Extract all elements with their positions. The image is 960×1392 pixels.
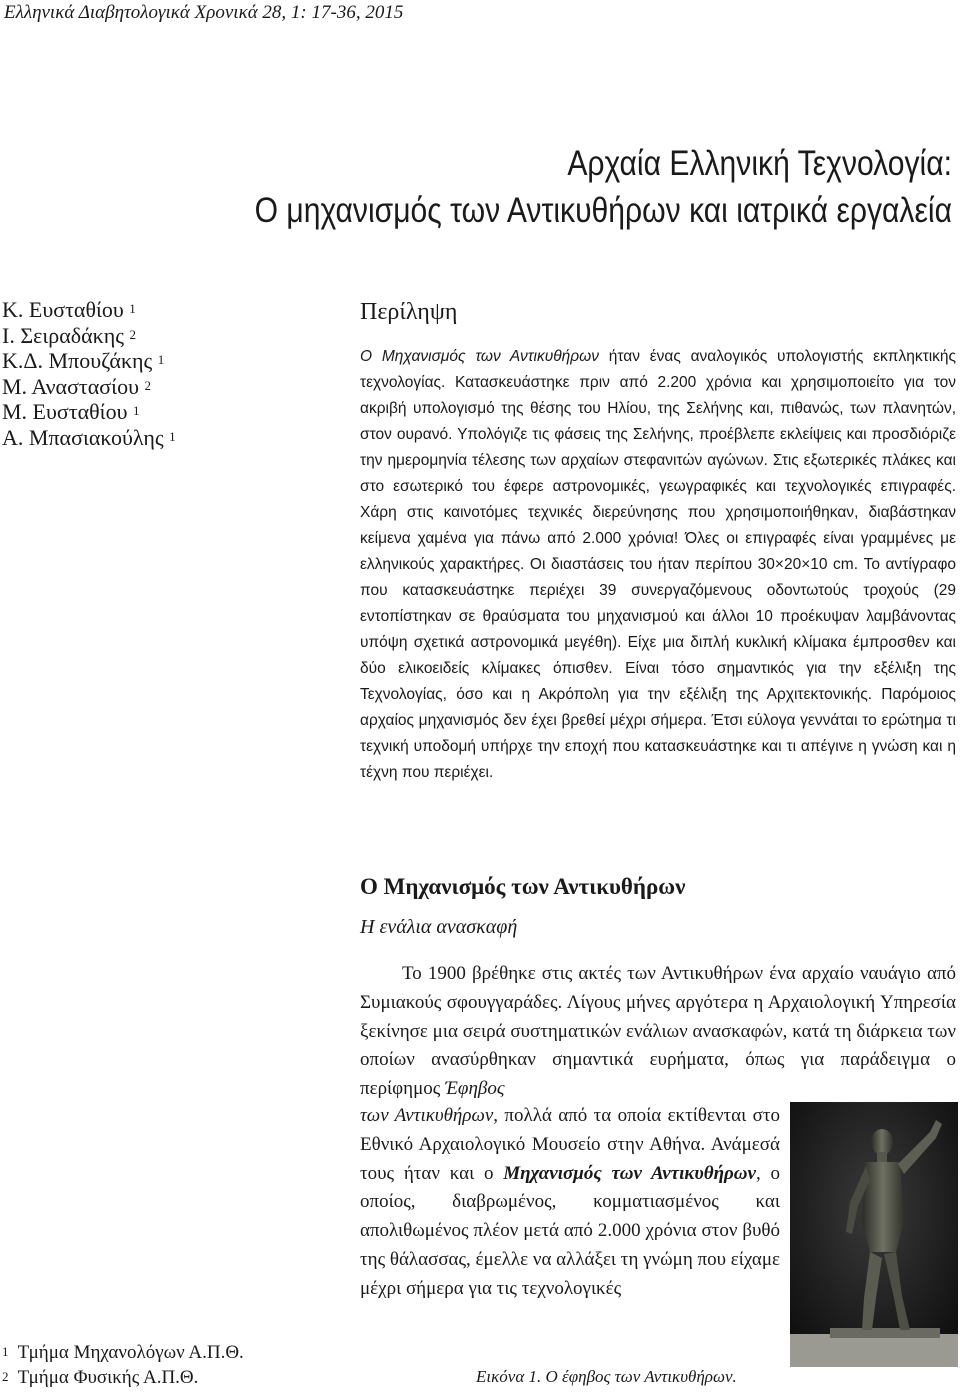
article-title-line-2: Ο μηχανισμός των Αντικυθήρων και ιατρικά εργαλεία: [254, 191, 953, 230]
article-title: [178, 140, 952, 234]
journal-reference: Ελληνικά Διαβητολογικά Χρονικά 28, 1: 17-36, 2015: [4, 2, 404, 23]
affiliation: $^1$ Τμήμα Μηχανολόγων Α.Π.Θ.: [2, 1342, 244, 1363]
author: Ι. Σειραδάκης $^2$: [2, 322, 136, 348]
ephebos-statue-image: [790, 1102, 958, 1367]
article-title-line-1: Αρχαία Ελληνική Τεχνολογία:: [567, 144, 952, 183]
author: Μ. Ευσταθίου $^1$: [2, 399, 140, 424]
abstract-heading: Περίληψη: [360, 299, 458, 325]
statue-figure: [790, 1102, 958, 1367]
figure-caption: Εικόνα 1. Ο έφηβος των Αντικυθήρων.: [476, 1367, 737, 1386]
affiliations: [2, 1340, 244, 1390]
author: Α. Μπασιακούλης $^1$: [2, 424, 176, 450]
abstract-text: Ο Μηχανισμός των Αντικυθήρων ήταν ένας αναλογικός υπολογιστής εκπληκτικής τεχνολογίας. Κατασκευάστηκε πριν από 2.200 χρόνια και χρησιμοποιείτο για τον ακριβή υπολογισμό της θέσης του Ηλίου, της Σελήνης και, πιθανώς, των πλανητών, στον ουρανό. Υπολόγιζε τις φάσεις της Σελήνης, προέβλεπε εκλείψεις και προσδιόριζε την ημερομηνία τέλεσης των αρχαίων στεφανιτών αγώνων. Στις εξωτερικές πλάκες και στο εσωτερικό του έφερε αστρονομικές, γεωγραφικές και τεχνολογικές επιγραφές. Χάρη στις καινοτόμες τεχνικές διερεύνησης που χρησιμοποιήθηκαν, διαβάστηκαν κείμενα χαμένα για πάνω από 2.000 χρόνια! Όλες οι επιγραφές είναι γραμμένες με ελληνικούς χαρακτήρες. Οι διαστάσεις του ήταν περίπου 30×20×10 cm. Το αντίγραφο που κατασκευάστηκε περιέχει 39 συνεργαζόμενους οδοντωτούς τροχούς (29 εντοπίστηκαν σε θραύσματα του μηχανισμού και άλλοι 10 προέκυψαν λαμβάνοντας υπόψη σχετικά αστρονομικά μεγέθη). Είχε μια διπλή κυκλική κλίμακα έμπροσθεν και δύο ελικοειδείς κλίμακες όπισθεν. Είναι τόσο σημαντικός για την εξέλιξη της Τεχνολογίας, όσο και η Ακρόπολη για την εξέλιξη της Αρχιτεκτονικής. Παρόμοιος αρχαίος μηχανισμός δεν έχει βρεθεί μέχρι σήμερα. Έτσι εύλογα γεννάται το ερώτημα τι τεχνική υποδομή υπήρχε την εποχή που κατασκευάστηκε και τι απέγινε η γνώση και η τέχνη που περιέχει.: [360, 348, 957, 781]
author: Μ. Αναστασίου $^2$: [2, 373, 151, 399]
subsection-heading: Η ενάλια ανασκαφή: [360, 916, 518, 938]
section-heading: Ο Μηχανισμός των Αντικυθήρων: [360, 874, 686, 899]
author: Κ.Δ. Μπουζάκης $^1$: [2, 348, 165, 373]
author: Κ. Ευσταθίου $^1$: [2, 297, 136, 322]
body-paragraph-continued: των Αντικυθήρων, πολλά από τα οποία εκτίθενται στο Εθνικό Αρχαιολογικό Μουσείο στην Αθήνα. Ανάμεσά τους ήταν και ο Μηχανισμός των Αντικυθήρων, ο οποίος, διαβρωμένος, κομματιασμένος και απολιθωμένος πλέον μετά από 2.000 χρόνια στον βυθό της θάλασσας, έμελλε να αλλάξει τη γνώμη που είχαμε μέχρι σήμερα για τις τεχνολογικές: [360, 1105, 780, 1299]
author-list: [2, 297, 176, 450]
affiliation: $^2$ Τμήμα Φυσικής Α.Π.Θ.: [2, 1367, 199, 1388]
body-paragraph: Το 1900 βρέθηκε στις ακτές των Αντικυθήρων ένα αρχαίο ναυάγιο από Συμιακούς σφουγγαράδες. Λίγους μήνες αργότερα η Αρχαιολογική Υπηρεσία ξεκίνησε μια σειρά συστηματικών ενάλιων ανασκαφών, κατά τη διάρκεια των οποίων ανασύρθηκαν σημαντικά ευρήματα, όπως για παράδειγμα ο περίφημος Έφηβος: [360, 963, 956, 1100]
